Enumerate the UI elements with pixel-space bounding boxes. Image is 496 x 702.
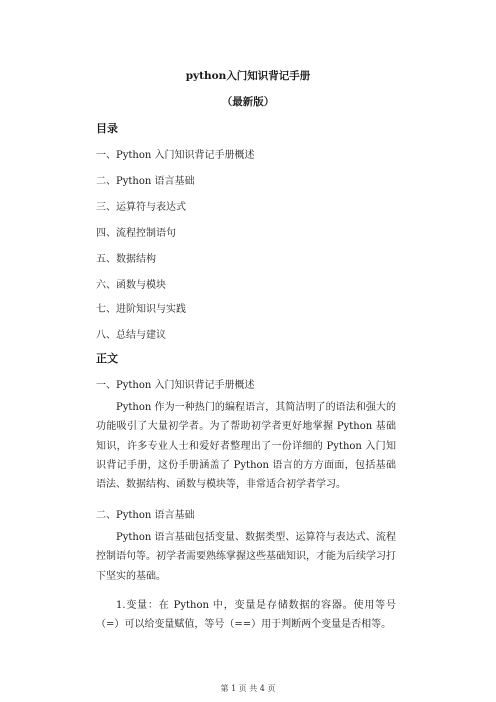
document-subtitle: （最新版） bbox=[221, 96, 275, 108]
paragraph: Python 语言基础包括变量、数据类型、运算符与表达式、流程控制语句等。初学者需要熟练掌握这些基础知识，才能为后续学习打下坚实的基础。 bbox=[96, 532, 396, 582]
toc-item: 八、总结与建议 bbox=[96, 330, 166, 341]
toc-item: 五、数据结构 bbox=[96, 254, 156, 265]
document-title: python入门知识背记手册 bbox=[185, 70, 311, 82]
section-heading: 一、Python 入门知识背记手册概述 bbox=[96, 380, 255, 391]
toc-item: 七、进阶知识与实践 bbox=[96, 304, 186, 315]
body-heading: 正文 bbox=[96, 352, 118, 365]
toc-item: 二、Python 语言基础 bbox=[96, 176, 195, 187]
page-footer: 第 1 页 共 4 页 bbox=[220, 684, 276, 693]
toc-item: 四、流程控制语句 bbox=[96, 228, 176, 239]
paragraph: Python 作为一种热门的编程语言，其简洁明了的语法和强大的功能吸引了大量初学者。为了帮助初学者更好地掌握 Python 基础知识，许多专业人士和爱好者整理出了一份详细的 Python 入门知识背记手册，这份手册涵盖了 Python 语言的方方面面，包括基础语法、数据结构、函数与模块等，非常适合初学者学习。 bbox=[96, 402, 396, 491]
section-heading: 二、Python 语言基础 bbox=[96, 510, 195, 521]
toc-item: 三、运算符与表达式 bbox=[96, 202, 186, 213]
toc-heading: 目录 bbox=[96, 122, 118, 135]
toc-item: 六、函数与模块 bbox=[96, 280, 166, 291]
toc-item: 一、Python 入门知识背记手册概述 bbox=[96, 150, 255, 161]
paragraph: 1.变量：在 Python 中，变量是存储数据的容器。使用等号（=）可以给变量赋值，等号（==）用于判断两个变量是否相等。 bbox=[96, 600, 396, 631]
